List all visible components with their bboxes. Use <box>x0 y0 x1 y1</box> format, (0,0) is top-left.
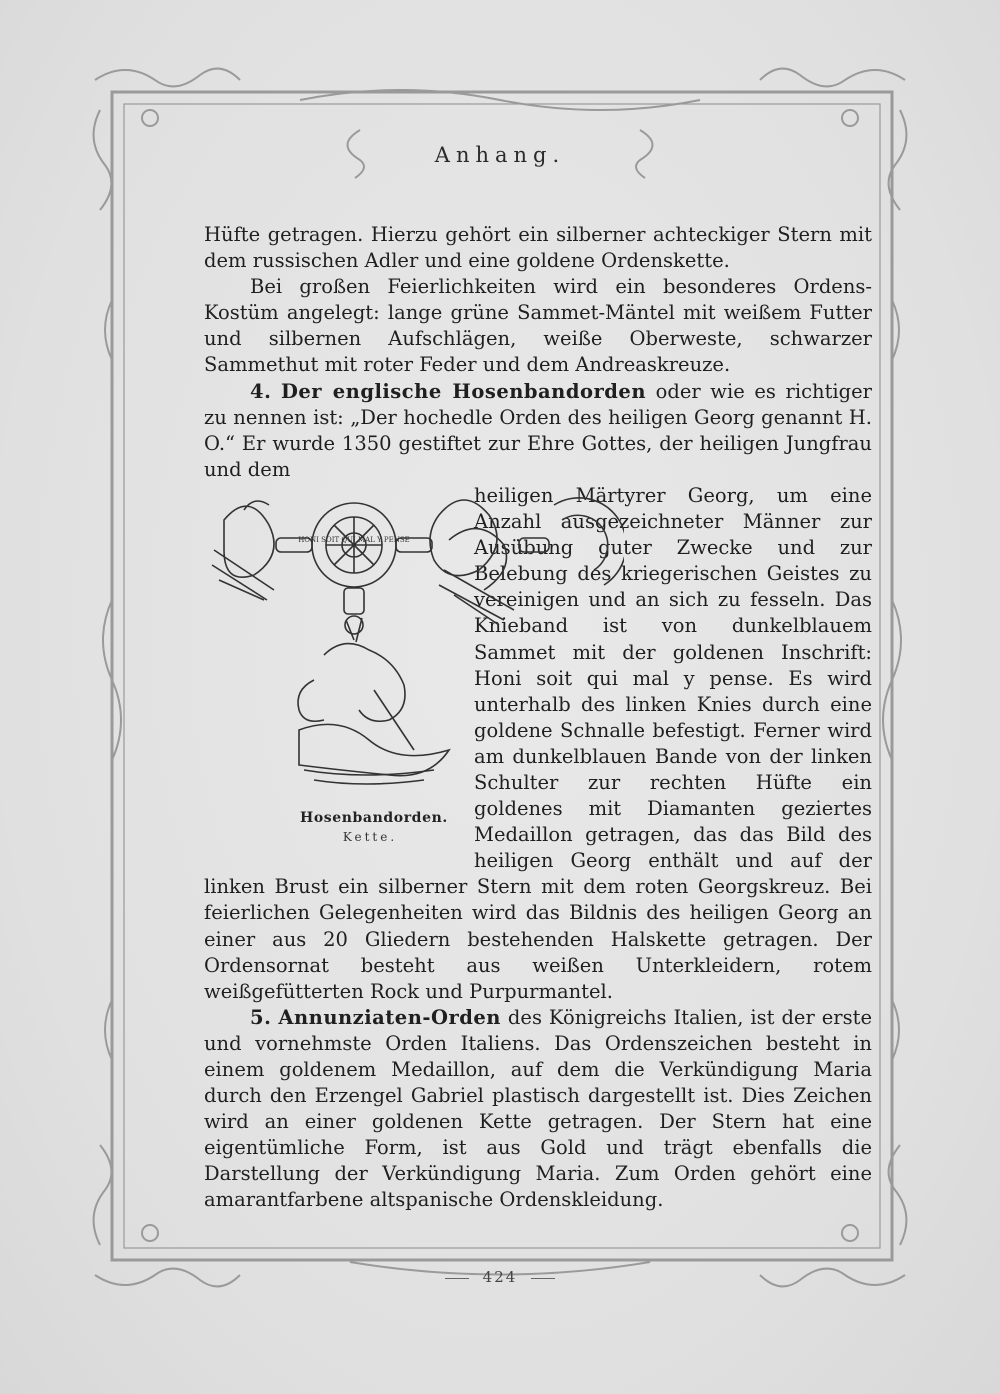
paragraph-4 <box>204 1005 872 1214</box>
figure-caption-title: Hosenbandorden. <box>300 810 448 826</box>
page-number-dash-left <box>445 1278 469 1279</box>
section-heading-annunziaten: Annunziaten-Orden <box>278 1005 501 1029</box>
page-number-value: 424 <box>482 1268 518 1286</box>
page-number-dash-right <box>531 1278 555 1279</box>
paragraph-3-continued <box>204 483 872 1005</box>
figure-caption-sub: Kette. <box>342 830 398 844</box>
section-number-4: 4. <box>250 379 272 403</box>
page-number <box>0 1268 1000 1286</box>
paragraph-2: Bei großen Feierlichkeiten wird ein besonderes Ordens-Kostüm angelegt: lange grüne Sammet-Mäntel mit weißem Futter und silbernen Aufschlägen, weiße Oberweste, schwarzer Sammethut mit roter Feder und dem Andreaskreuze. <box>204 275 872 377</box>
running-head: Anhang. <box>434 143 566 167</box>
paragraph-3-text-a: oder wie es richtiger zu nennen ist: „Der hochedle Orden des heiligen Georg genannt H. O.“ Er wurde 1350 gestiftet zur Ehre Gottes, der heiligen Jungfrau und dem <box>204 379 872 481</box>
body-text <box>204 222 872 1214</box>
medallion-inscription: HONI SOIT QUI MAL Y PENSE <box>298 536 410 544</box>
section-number-5: 5. <box>250 1005 272 1029</box>
paragraph-1: Hüfte getragen. Hierzu gehört ein silberner achteckiger Stern mit dem russischen Adler und eine goldene Ordenskette. <box>204 223 872 273</box>
paragraph-3-intro <box>204 379 872 483</box>
paragraph-4-text: des Königreichs Italien, ist der erste und vornehmste Orden Italiens. Das Ordenszeichen besteht in einem goldenem Medaillon, auf dem die Verkündigung Maria durch den Erzengel Gabriel plastisch dargestellt ist. Dies Zeichen wird an einer goldenen Kette getragen. Der Stern hat eine eigentümliche Form, ist aus Gold und trägt ebenfalls die Darstellung der Verkündigung Maria. Zum Orden gehört eine amarantfarbene altspanische Ordenskleidung. <box>204 1005 873 1212</box>
section-heading-hosenbandorden: Der englische Hosenbandorden <box>280 379 646 403</box>
paragraph-3-text-b: heiligen Märtyrer Georg, um eine Anzahl ausgezeichneter Männer zur Ausübung guter Zwecke und zur Belebung des kriegerischen Geistes zu vereinigen und an sich zu fesseln. Das Knieband ist von dunkelblauem Sammet mit der goldenen Inschrift: Honi soit qui mal y pense. Es wird unterhalb des linken Knies durch eine goldene Schnalle befestigt. Ferner wird am dunkelblauen Bande von der linken Schulter zur rechten Hüfte ein goldenes mit Diamanten geziertes Medaillon getragen, das das Bild des heiligen Georg enthält und auf der linken Brust ein silberner Stern mit dem roten Georgskreuz. Bei feierlichen Gelegenheiten wird das Bildnis des heiligen Georg an einer aus 20 Gliedern bestehenden Halskette getragen. Der Ordensornat besteht aus weißen Unterkleidern, rotem weißgefütterten Rock und Purpurmantel. <box>204 483 872 1003</box>
